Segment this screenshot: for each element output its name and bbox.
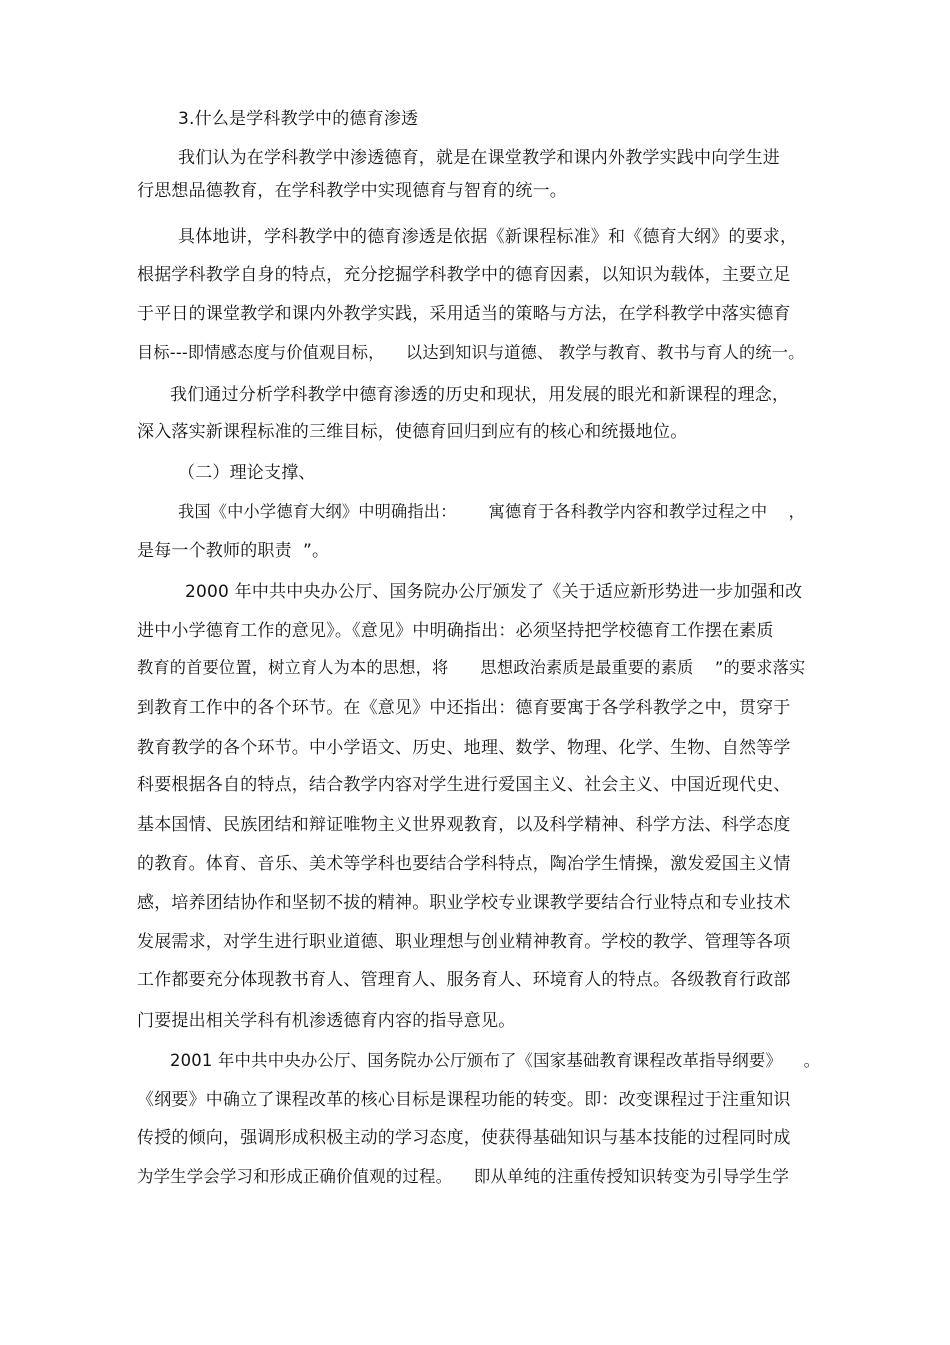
text-line: 基本国情、民族团结和辩证唯物主义世界观教育，以及科学精神、科学方法、科学态度 [137,815,791,835]
section-heading: 3.什么是学科教学中的德育渗透 [178,109,419,129]
text-line: 深入落实新课程标准的三维目标，使德育回归到应有的核心和统摄地位。 [137,422,688,442]
text-line: 传授的倾向，强调形成积极主动的学习态度，使获得基础知识与基本技能的过程同时成 [137,1128,791,1148]
text-line: 为学生学会学习和形成正确价值观的过程。 即从单纯的注重传授知识转变为引导学生学 [137,1167,790,1186]
text-line: 具体地讲，学科教学中的德育渗透是依据《新课程标准》和《德育大纲》的要求， [178,227,798,247]
text-line: 2001 年中共中央办公厅、国务院办公厅颁布了《国家基础教育课程改革指导纲要》 。 [170,1051,821,1070]
text-line: 发展需求，对学生进行职业道德、职业理想与创业精神教育。学校的教学、管理等各项 [137,932,791,952]
text-line: 2000 年中共中央办公厅、国务院办公厅颁发了《关于适应新形势进一步加强和改 [185,582,803,602]
text-line: 教育教学的各个环节。中小学语文、历史、地理、数学、物理、化学、生物、自然等学 [137,738,791,758]
text-line: 到教育工作中的各个环节。在《意见》中还指出：德育要寓于各学科教学之中，贯穿于 [137,698,791,718]
text-line: 教育的首要位置，树立育人为本的思想，将 思想政治素质是最重要的素质 ”的要求落实 [137,658,806,677]
text-line: 进中小学德育工作的意见》。《意见》中明确指出：必须坚持把学校德育工作摆在素质 [137,621,774,641]
text-line: 是每一个教师的职责 ”。 [137,541,330,561]
text-line: 工作都要充分体现教书育人、管理育人、服务育人、环境育人的特点。各级教育行政部 [137,970,791,990]
text-line: 根据学科教学自身的特点，充分挖掘学科教学中的德育因素，以知识为载体，主要立足 [137,265,791,285]
text-line: 目标---即情感态度与价值观目标， 以达到知识与道德、 教学与教育、教书与育人的统一。 [137,343,805,362]
text-line: 门要提出相关学科有机渗透德育内容的指导意见。 [137,1011,516,1031]
text-line: 科要根据各自的特点，结合教学内容对学生进行爱国主义、社会主义、中国近现代史、 [137,775,791,795]
text-line: 的教育。体育、音乐、美术等学科也要结合学科特点，陶冶学生情操，激发爱国主义情 [137,854,791,874]
text-line: 我国《中小学德育大纲》中明确指出： 寓德育于各科教学内容和教学过程之中 ， [178,502,806,521]
text-line: 于平日的课堂教学和课内外教学实践，采用适当的策略与方法，在学科教学中落实德育 [137,304,791,324]
subsection-heading: （二）理论支撑、 [178,463,316,483]
text-line: 我们通过分析学科教学中德育渗透的历史和现状，用发展的眼光和新课程的理念， [170,385,790,405]
text-line: 《纲要》中确立了课程改革的核心目标是课程功能的转变。即：改变课程过于注重知识 [137,1090,791,1110]
text-line: 感，培养团结协作和坚韧不拔的精神。职业学校专业课教学要结合行业特点和专业技术 [137,893,791,913]
text-line: 我们认为在学科教学中渗透德育，就是在课堂教学和课内外教学实践中向学生进 [178,148,780,168]
text-line: 行思想品德教育，在学科教学中实现德育与智育的统一。 [137,181,567,201]
